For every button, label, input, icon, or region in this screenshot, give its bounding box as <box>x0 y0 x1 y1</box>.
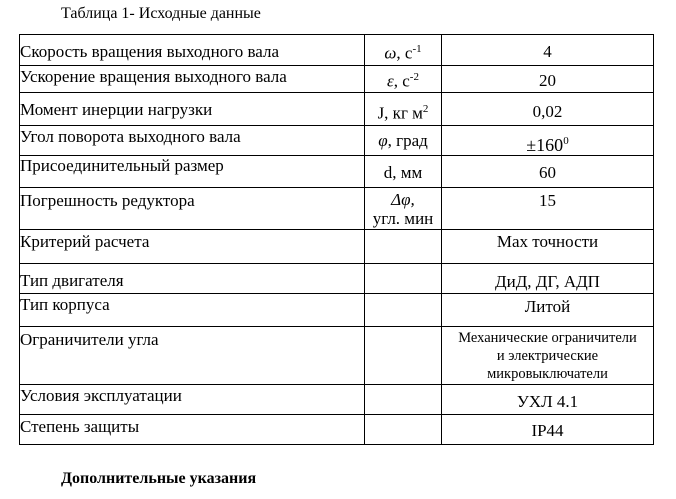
table-row <box>20 35 654 66</box>
table-row <box>20 327 654 385</box>
param-name: Момент инерции нагрузки <box>20 93 365 126</box>
param-unit: d, мм <box>365 156 442 188</box>
param-unit <box>365 126 442 156</box>
param-name: Тип двигателя <box>20 264 365 294</box>
unit-symbol: ε <box>387 71 394 91</box>
unit-symbol: Δφ, <box>391 190 415 209</box>
table-row <box>20 93 654 126</box>
unit-text: , с <box>393 71 410 91</box>
param-unit <box>365 327 442 385</box>
table-row <box>20 66 654 93</box>
unit-text: , с <box>396 43 413 63</box>
param-unit <box>365 385 442 415</box>
param-name: Погрешность редуктора <box>20 188 365 230</box>
param-name: Ускорение вращения выходного вала <box>20 66 365 93</box>
unit-text: угл. мин <box>372 209 434 228</box>
unit-exponent: -2 <box>409 71 419 83</box>
table-row <box>20 415 654 445</box>
additional-notes-heading: Дополнительные указания <box>61 470 257 487</box>
degree-mark: 0 <box>563 135 569 147</box>
param-value <box>442 327 654 385</box>
param-value: 4 <box>442 35 654 66</box>
unit-exponent: -1 <box>412 43 422 55</box>
param-name: Ограничители угла <box>20 327 365 385</box>
table-row <box>20 188 654 230</box>
param-value: IP44 <box>442 415 654 445</box>
table-row <box>20 126 654 156</box>
table-row <box>20 230 654 264</box>
param-value: УХЛ 4.1 <box>442 385 654 415</box>
param-value: Литой <box>442 294 654 327</box>
param-value: ДиД, ДГ, АДП <box>442 264 654 294</box>
source-data-table <box>19 34 654 445</box>
unit-exponent: 2 <box>422 103 429 115</box>
param-name: Скорость вращения выходного вала <box>20 35 365 66</box>
param-unit <box>365 35 442 66</box>
param-value: 0,02 <box>442 93 654 126</box>
param-value <box>442 126 654 156</box>
param-unit <box>365 188 442 230</box>
param-unit <box>365 66 442 93</box>
param-name: Степень защиты <box>20 415 365 445</box>
unit-symbol: ω <box>384 43 397 63</box>
table-row <box>20 264 654 294</box>
unit-text: J, кг м <box>377 103 423 123</box>
table-row <box>20 156 654 188</box>
param-unit <box>365 294 442 327</box>
angle-value: ±160 <box>526 135 564 155</box>
param-name: Условия эксплуатации <box>20 385 365 415</box>
limiter-line: Механические ограничители <box>458 330 637 346</box>
limiter-line: и электрические <box>496 348 599 364</box>
table-row <box>20 294 654 327</box>
param-value: 15 <box>442 188 654 230</box>
param-unit <box>365 415 442 445</box>
param-name: Угол поворота выходного вала <box>20 126 365 156</box>
table-caption: Таблица 1- Исходные данные <box>61 5 261 22</box>
param-unit <box>365 93 442 126</box>
param-name: Присоединительный размер <box>20 156 365 188</box>
param-value: 20 <box>442 66 654 93</box>
unit-symbol: φ <box>378 131 388 150</box>
param-unit <box>365 264 442 294</box>
unit-text: , град <box>387 131 428 150</box>
table-row <box>20 385 654 415</box>
param-unit <box>365 230 442 264</box>
param-name: Тип корпуса <box>20 294 365 327</box>
param-name: Критерий расчета <box>20 230 365 264</box>
param-value: 60 <box>442 156 654 188</box>
limiter-line: микровыключатели <box>487 366 608 382</box>
param-value: Max точности <box>442 230 654 264</box>
